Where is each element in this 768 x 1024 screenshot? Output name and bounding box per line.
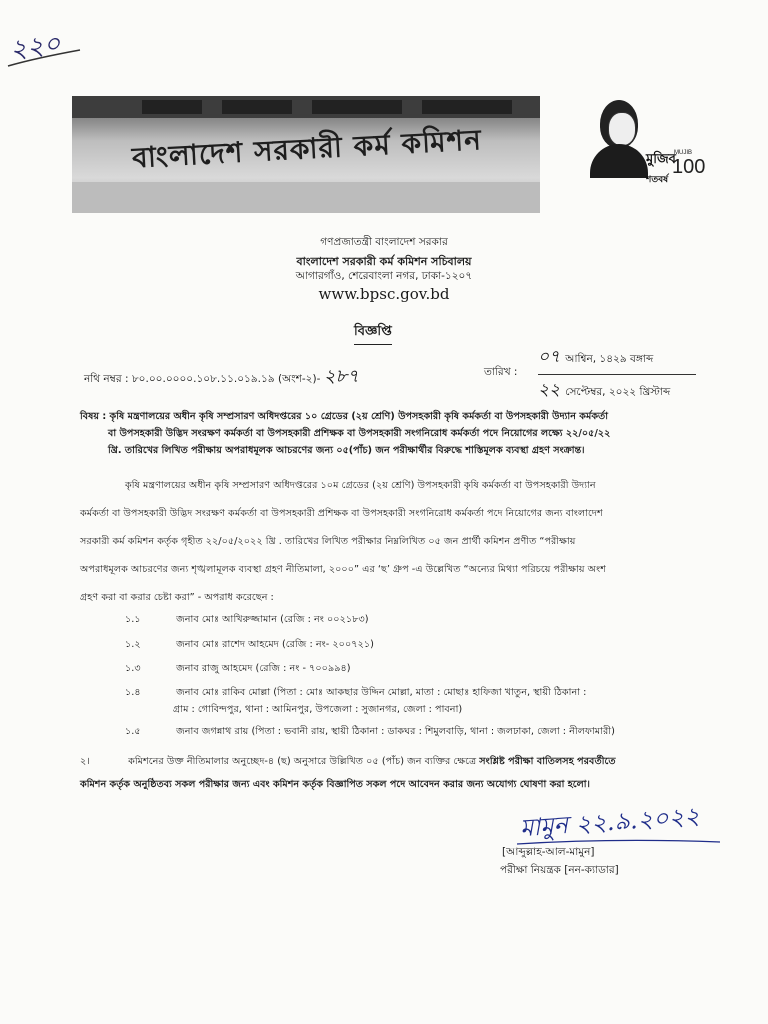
date-label: তারিখ : <box>484 366 518 378</box>
banner-title: বাংলাদেশ সরকারী কর্ম কমিশন <box>131 123 483 175</box>
paragraph-line: কর্মকর্তা বা উপসহকারী উদ্ভিদ সংরক্ষণ কর্মকর্তা বা উপসহকারী প্রশিক্ষক বা উপসহকারী সংগনিরোধ কর্মকর্তা পদে নিয়োগের জন্য বাংলাদেশ <box>80 508 603 519</box>
paragraph-line: কৃষি মন্ত্রণালয়ের অধীন কৃষি সম্প্রসারণ অধিদপ্তরের ১০ম গ্রেডের (২য় শ্রেণি) উপসহকারী কৃষি কর্মকর্তা বা উপসহকারী উদ্যান <box>125 480 596 491</box>
banner-wall <box>72 182 540 213</box>
subject-block <box>80 408 740 459</box>
date-english: সেপ্টেম্বর, ২০২২ খ্রিস্টাব্দ <box>565 386 671 398</box>
list-text: জনাব মোঃ রাশেদ আহমেদ (রেজি : নং- ২০০৭২১) <box>176 639 374 650</box>
list-number: ১.১ <box>125 614 141 625</box>
list-text: জনাব জগন্নাথ রায় (পিতা : ভবানী রায়, স্থায়ী ঠিকানা : ডাকঘর : শিমুলবাড়ি, থানা : জলঢাকা, জেলা : নীলফামারী) <box>176 726 615 737</box>
subject-line: বা উপসহকারী উদ্ভিদ সংরক্ষণ কর্মকর্তা বা উপসহকারী প্রশিক্ষক বা উপসহকারী সংগনিরোধ কর্মকর্তা পদে নিয়োগের লক্ষ্যে ২২/০৫/২২ <box>108 428 611 439</box>
list-item <box>125 661 351 678</box>
subject-label: বিষয় : <box>80 411 107 422</box>
mujib-logo-en: MUJIB <box>674 150 692 156</box>
reference-number: নথি নম্বর : ৮০.০০.০০০০.১০৮.১১.০১৯.১৯ (অংশ-২)- ২৮৭ <box>84 366 359 387</box>
portrait-coat <box>590 144 648 178</box>
list-number: ১.৫ <box>125 726 141 737</box>
header-website[interactable]: www.bpsc.gov.bd <box>318 285 450 303</box>
paragraph-line-bold: সংশ্লিষ্ট পরীক্ষা বাতিলসহ পরবর্তীতে <box>479 756 616 767</box>
paragraph-line: অপরাধমূলক আচরণের জন্য শৃঙ্খলামূলক ব্যবস্থা গ্রহণ নীতিমালা, ২০০০” এর ‘ছ’ গ্রুপ -এ উল্লেখিত “অন্যের মিথ্যা পরিচয়ে পরীক্ষায় অংশ <box>80 564 606 575</box>
list-text: জনাব মোঃ আখিরুজ্জামান (রেজি : নং ০০২১৮৩) <box>176 614 369 625</box>
paragraph-line: গ্রহণ করা বা করার চেষ্টা করা” - অপরাধ করেছেন : <box>80 592 274 603</box>
reference-handwritten-number: ২৮৭ <box>323 366 359 387</box>
banner-window <box>142 100 202 114</box>
paragraph-line-bold: কমিশন কর্তৃক অনুষ্ঠিতব্য সকল পরীক্ষার জন্য এবং কমিশন কর্তৃক বিজ্ঞাপিত সকল পদে আবেদন করার জন্য অযোগ্য ঘোষণা করা হলো। <box>80 779 590 790</box>
list-item <box>125 637 374 654</box>
commission-banner-photo <box>72 96 540 213</box>
list-number: ১.৩ <box>125 663 141 674</box>
banner-window <box>312 100 402 114</box>
paragraph-2 <box>80 754 616 771</box>
date-day-bangla: ০৭ <box>538 347 561 367</box>
list-item <box>125 612 369 629</box>
signatory-name: [আব্দুল্লাহ-আল-মামুন] <box>502 846 595 858</box>
paragraph-line: কমিশনের উক্ত নীতিমালার অনুচ্ছেদ-৪ (ছ) অনুসারে উল্লিখিত ০৫ (পাঁচ) জন ব্যক্তির ক্ষেত্রে <box>128 756 477 767</box>
banner-window <box>222 100 292 114</box>
date-day-english: ২২ <box>538 380 561 400</box>
list-text: জনাব মোঃ রাকিব মোল্লা (পিতা : মোঃ আকছার উদ্দিন মোল্লা, মাতা : মোছাঃ হাফিজা খাতুন, স্থায়ী ঠিকানা : <box>176 687 587 698</box>
list-item <box>125 724 615 741</box>
header-address: আগারগাঁও, শেরেবাংলা নগর, ঢাকা-১২০৭ <box>295 270 473 282</box>
paragraph-1 <box>80 472 740 612</box>
mujib-borsho-logo <box>588 100 708 185</box>
notice-title: বিজ্ঞপ্তি <box>354 322 392 345</box>
date-bangla: আশ্বিন, ১৪২৯ বঙ্গাব্দ <box>565 353 654 365</box>
list-number: ১.৪ <box>125 687 141 698</box>
paragraph-line: সরকারী কর্ম কমিশন কর্তৃক গৃহীত ২২/০৫/২০২২ খ্রি . তারিখের লিখিত পরীক্ষার নিম্নলিখিত ০৫ জন প্রার্থী কমিশন প্রণীত “পরীক্ষায় <box>80 536 576 547</box>
date-block <box>538 344 698 405</box>
mujib-logo-hundred: 100 <box>672 156 706 178</box>
paragraph-number: ২। <box>80 756 90 767</box>
handwritten-page-number: ২২০ <box>8 28 63 66</box>
subject-line: খ্রি. তারিখের লিখিত পরীক্ষায় অপরাধমূলক আচরণের জন্য ০৫(পাঁচ) জন পরীক্ষার্থীর বিরুদ্ধে শাস্তিমূলক ব্যবস্থা গ্রহণ সংক্রান্ত। <box>108 445 585 456</box>
list-number: ১.২ <box>125 639 141 650</box>
header-govt: গণপ্রজাতন্ত্রী বাংলাদেশ সরকার <box>320 236 448 248</box>
header-secretariat: বাংলাদেশ সরকারী কর্ম কমিশন সচিবালয় <box>296 255 472 268</box>
banner-window <box>422 100 512 114</box>
subject-line: কৃষি মন্ত্রণালয়ের অধীন কৃষি সম্প্রসারণ অধিদপ্তরের ১০ গ্রেডের (২য় শ্রেণি) উপসহকারী কৃষি কর্মকর্তা বা উপসহকারী উদ্যান কর্মকর্তা <box>109 411 609 422</box>
date-divider <box>538 374 696 375</box>
mujib-logo-label: মুজিব শতবর্ষ <box>646 152 676 185</box>
signatory-title: পরীক্ষা নিয়ন্ত্রক [নন-ক্যাডার] <box>500 864 619 876</box>
list-item <box>125 685 586 702</box>
handwritten-underline <box>6 48 86 70</box>
handwritten-signature: মামুন ২২.৯.২০২২ <box>519 801 701 843</box>
portrait-face <box>608 112 636 146</box>
list-text-continued: গ্রাম : গোবিন্দপুর, থানা : আমিনপুর, উপজেলা : সুজানগর, জেলা : পাবনা) <box>173 704 463 715</box>
list-text: জনাব রাজু আহমেদ (রেজি : নং - ৭০০৯৯৪) <box>176 663 351 674</box>
